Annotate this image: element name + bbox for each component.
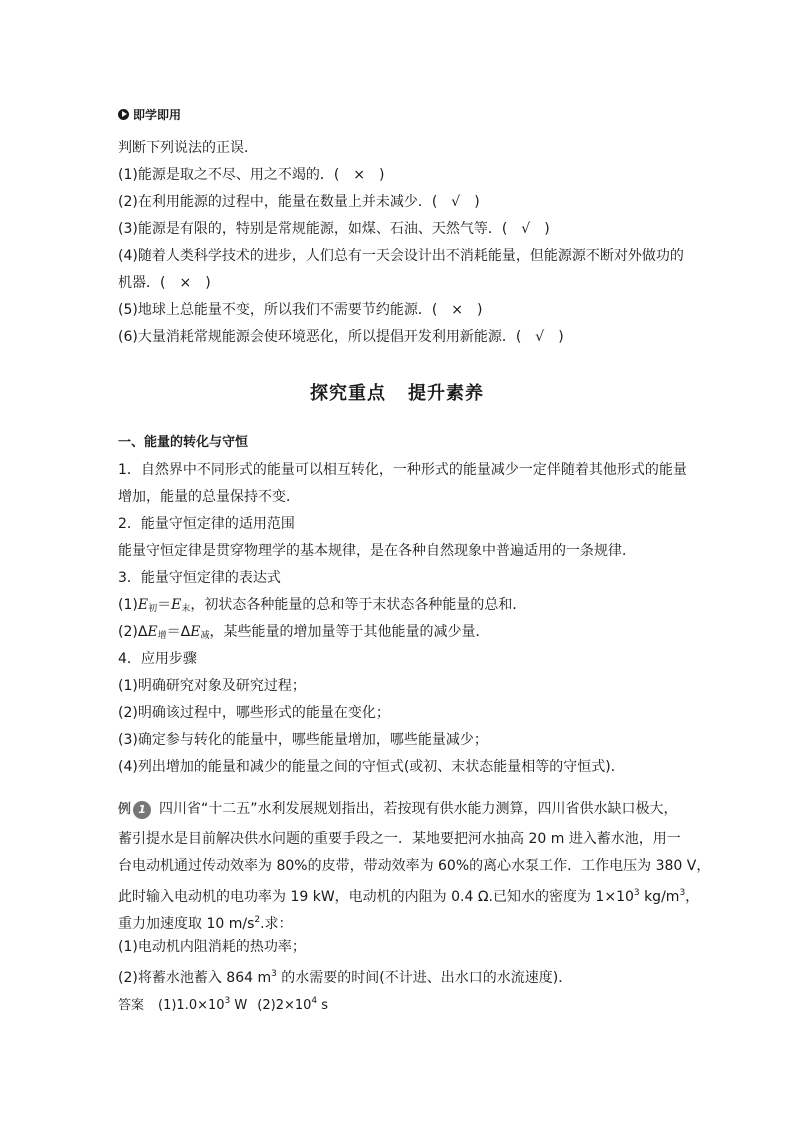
quick-check-item: 机器．( × ): [118, 275, 211, 291]
example-question: (1)电动机内阻消耗的热功率；: [118, 939, 306, 955]
example-line: 例 1 四川省“十二五”水利发展规划指出，若按现有供水能力测算，四川省供水缺口极大，: [118, 799, 688, 820]
example-question: (2)将蓄水池蓄入 864 $m^3$ 的水需要的时间(不计进、出水口的水流速度)．: [118, 969, 573, 986]
answer-label: 答案: [118, 998, 145, 1013]
paragraph-2-title: 2．能量守恒定律的适用范围: [118, 516, 295, 532]
example-label: 例 1: [118, 800, 151, 820]
quick-check-item: (2)在利用能源的过程中，能量在数量上并未减少．( √ ): [118, 194, 480, 210]
paragraph-1-line: 增加，能量的总量保持不变．: [118, 489, 300, 505]
quick-check-item: (3)能源是有限的，特别是常规能源，如煤、石油、天然气等．( √ ): [118, 221, 550, 237]
quick-check-item: (1)能源是取之不尽、用之不竭的．( × ): [118, 167, 385, 183]
step-item: (1)明确研究对象及研究过程；: [118, 678, 306, 694]
example-line: 蓄引提水是目前解决供水问题的重要手段之一．某地要把河水抽高 20 m 进入蓄水池，用一: [118, 831, 681, 847]
example-line: 台电动机通过传动效率为 80%的皮带，带动效率为 60%的离心水泵工作．工作电压为 380 V，: [118, 858, 711, 874]
paragraph-3-title: 3．能量守恒定律的表达式: [118, 570, 281, 586]
play-icon: [118, 109, 129, 120]
step-item: (2)明确该过程中，哪些形式的能量在变化；: [118, 705, 390, 721]
quick-check-item: (4)随着人类科学技术的进步，人们总有一天会设计出不消耗能量，但能源源不断对外做功的: [118, 248, 684, 264]
part1-heading: 一、能量的转化与守恒: [118, 435, 249, 450]
example-answer: 答案 $(1)1.0\times 10^3$ W $(2)2\times 10^4$ s: [118, 996, 329, 1013]
quick-check-intro: 判断下列说法的正误．: [118, 140, 258, 156]
quick-check-item: (5)地球上总能量不变，所以我们不需要节约能源．( × ): [118, 302, 483, 318]
example-line: 此时输入电动机的电功率为 19 kW，电动机的内阻为 0.4 Ω.已知水的密度为 $1\times 10^3$ $kg/m^3$，: [118, 888, 700, 905]
example-number-badge: 1: [133, 801, 151, 819]
quick-check-item: (6)大量消耗常规能源会使环境恶化，所以提倡开发利用新能源．( √ ): [118, 329, 564, 345]
section-title-right: 提升素养: [408, 383, 484, 404]
paragraph-1-line: 1．自然界中不同形式的能量可以相互转化，一种形式的能量减少一定伴随着其他形式的能量: [118, 462, 687, 478]
formula-1: $(1)E_初=E_末$，初状态各种能量的总和等于末状态各种能量的总和．: [118, 597, 527, 614]
section-title: [0, 382, 794, 406]
quick-check-heading-text: 即学即用: [133, 107, 182, 122]
section-title-left: 探究重点: [310, 383, 386, 404]
example-line: 重力加速度取 10 $m/s^2$.求：: [118, 915, 293, 932]
paragraph-4-title: 4．应用步骤: [118, 651, 197, 667]
step-item: (3)确定参与转化的能量中，哪些能量增加，哪些能量减少；: [118, 732, 488, 748]
quick-check-heading: [118, 104, 181, 124]
formula-2: $(2)\Delta E_增=\Delta E_减$，某些能量的增加量等于其他能量的减少量．: [118, 624, 490, 641]
paragraph-2-text: 能量守恒定律是贯穿物理学的基本规律，是在各种自然现象中普遍适用的一条规律．: [118, 543, 636, 559]
step-item: (4)列出增加的能量和减少的能量之间的守恒式(或初、末状态能量相等的守恒式)．: [118, 759, 625, 775]
